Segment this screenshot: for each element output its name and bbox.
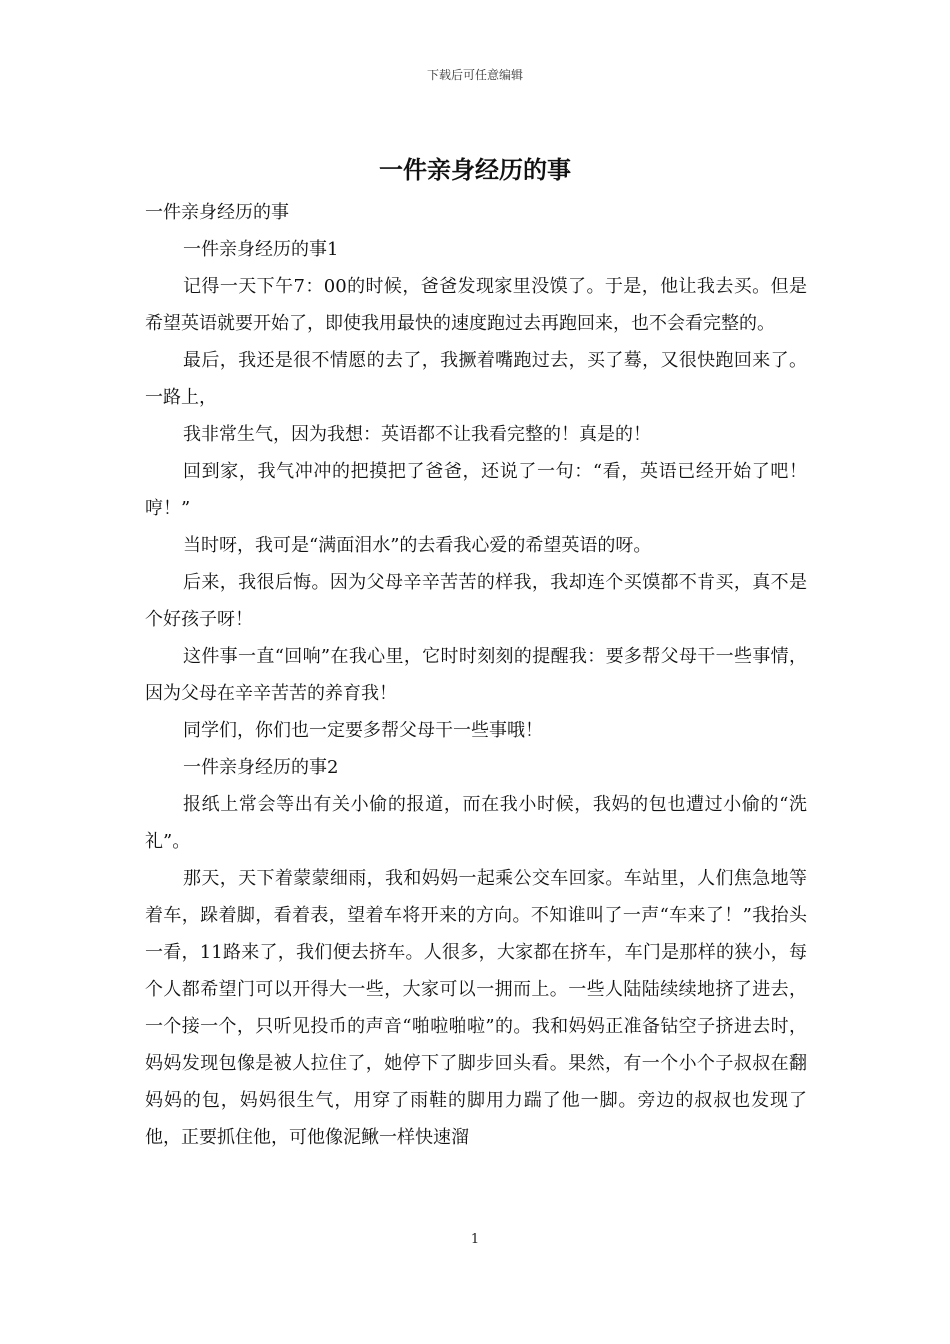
paragraph: 后来，我很后悔。因为父母辛辛苦苦的样我，我却连个买馍都不肯买，真不是个好孩子呀！ (145, 572, 807, 630)
paragraph: 当时呀，我可是“满面泪水”的去看我心爱的希望英语的呀。 (183, 535, 652, 556)
paragraph: 报纸上常会等出有关小偷的报道，而在我小时候，我妈的包也遭过小偷的“洗礼”。 (145, 794, 807, 852)
paragraph: 一件亲身经历的事 (145, 202, 289, 223)
page-header-note: 下载后可任意编辑 (426, 68, 523, 82)
paragraph: 同学们，你们也一定要多帮父母干一些事哦！ (183, 720, 543, 741)
document-title: 一件亲身经历的事 (379, 155, 571, 184)
page-number: 1 (470, 1232, 480, 1247)
paragraph: 回到家，我气冲冲的把摸把了爸爸，还说了一句：“看，英语已经开始了吧！哼！” (145, 461, 807, 519)
paragraph: 一件亲身经历的事2 (183, 757, 339, 778)
document-body (145, 194, 807, 1156)
paragraph: 这件事一直“回响”在我心里，它时时刻刻的提醒我：要多帮父母干一些事情，因为父母在辛辛苦苦的养育我！ (145, 646, 807, 704)
paragraph: 最后，我还是很不情愿的去了，我撅着嘴跑过去，买了蓦，又很快跑回来了。一路上， (145, 350, 807, 408)
paragraph: 我非常生气，因为我想：英语都不让我看完整的！真是的！ (183, 424, 651, 445)
paragraph: 记得一天下午7：00的时候，爸爸发现家里没馍了。于是，他让我去买。但是希望英语就要开始了，即使我用最快的速度跑过去再跑回来，也不会看完整的。 (145, 276, 807, 334)
paragraph: 一件亲身经历的事1 (183, 239, 339, 260)
paragraph: 那天，天下着蒙蒙细雨，我和妈妈一起乘公交车回家。车站里，人们焦急地等着车，跺着脚，看着表，望着车将开来的方向。不知谁叫了一声“车来了！”我抬头一看，11路来了，我们便去挤车。人很多，大家都在挤车，车门是那样的狭小，每个人都希望门可以开得大一些，大家可以一拥而上。一些人陆陆续续地挤了进去，一个接一个，只听见投币的声音“啪啦啪啦”的。我和妈妈正准备钻空子挤进去时，妈妈发现包像是被人拉住了，她停下了脚步回头看。果然，有一个小个子叔叔在翻妈妈的包，妈妈很生气，用穿了雨鞋的脚用力踹了他一脚。旁边的叔叔也发现了他，正要抓住他，可他像泥鳅一样快速溜 (145, 868, 807, 1148)
